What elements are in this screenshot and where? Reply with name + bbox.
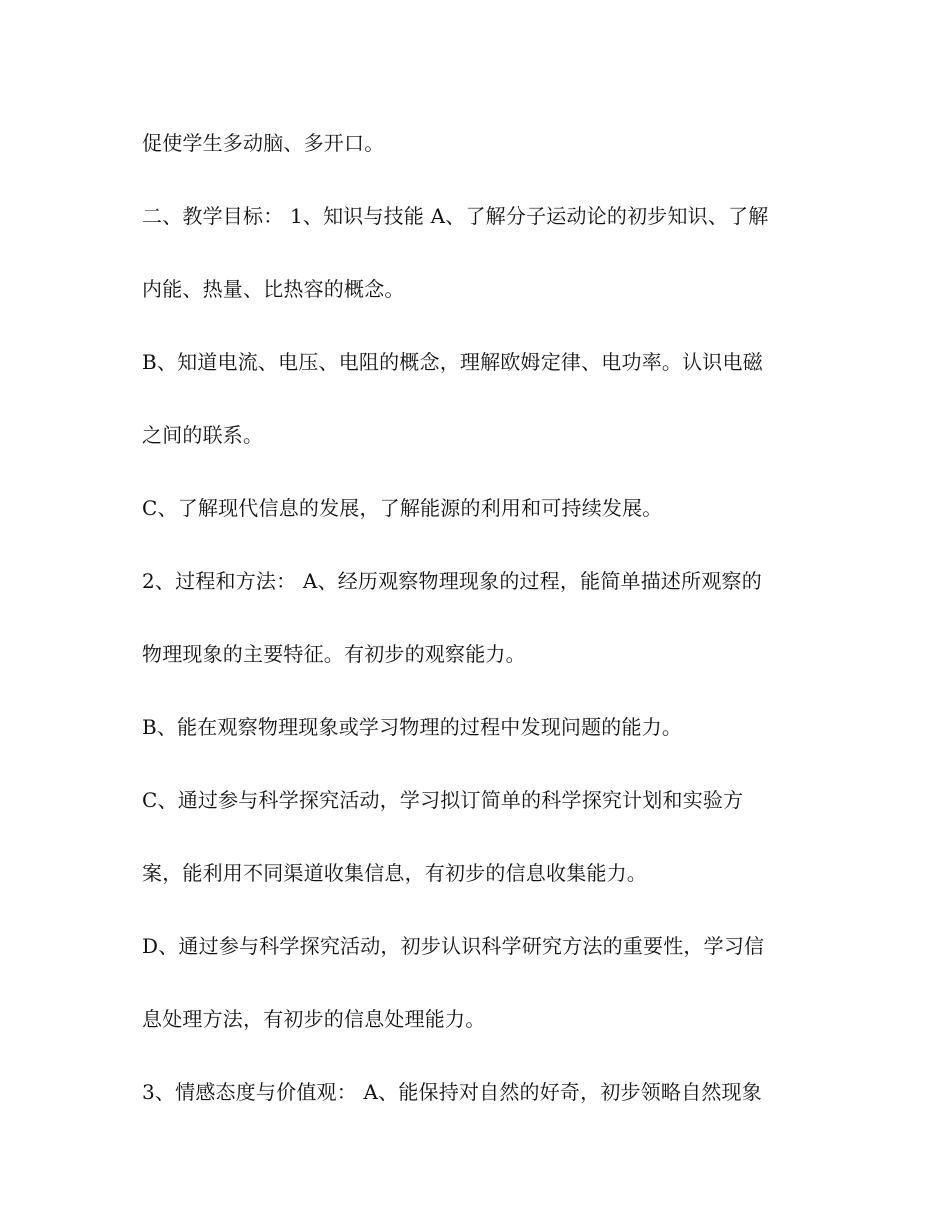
text-line: B、知道电流、电压、电阻的概念，理解欧姆定律、电功率。认识电磁 [142, 350, 763, 374]
text-line: 促使学生多动脑、多开口。 [142, 131, 385, 155]
text-line: B、能在观察物理现象或学习物理的过程中发现问题的能力。 [142, 715, 683, 739]
text-line: C、通过参与科学探究活动，学习拟订简单的科学探究计划和实验方 [142, 788, 744, 812]
text-line: 2、过程和方法： A、经历观察物理现象的过程，能简单描述所观察的 [142, 569, 762, 593]
text-line: 案，能利用不同渠道收集信息，有初步的信息收集能力。 [142, 861, 647, 885]
text-line: 内能、热量、比热容的概念。 [142, 277, 405, 301]
document-body [142, 115, 810, 1137]
text-line: 二、教学目标： 1、知识与技能 A、了解分子运动论的初步知识、了解 [142, 204, 769, 228]
text-line: 物理现象的主要特征。有初步的观察能力。 [142, 642, 526, 666]
text-line: 3、情感态度与价值观： A、能保持对自然的好奇，初步领略自然现象 [142, 1080, 762, 1104]
text-line: C、了解现代信息的发展，了解能源的利用和可持续发展。 [142, 496, 663, 520]
text-line: 息处理方法，有初步的信息处理能力。 [142, 1007, 486, 1031]
text-line: D、通过参与科学探究活动，初步认识科学研究方法的重要性，学习信 [142, 934, 765, 958]
text-line: 之间的联系。 [142, 423, 264, 447]
